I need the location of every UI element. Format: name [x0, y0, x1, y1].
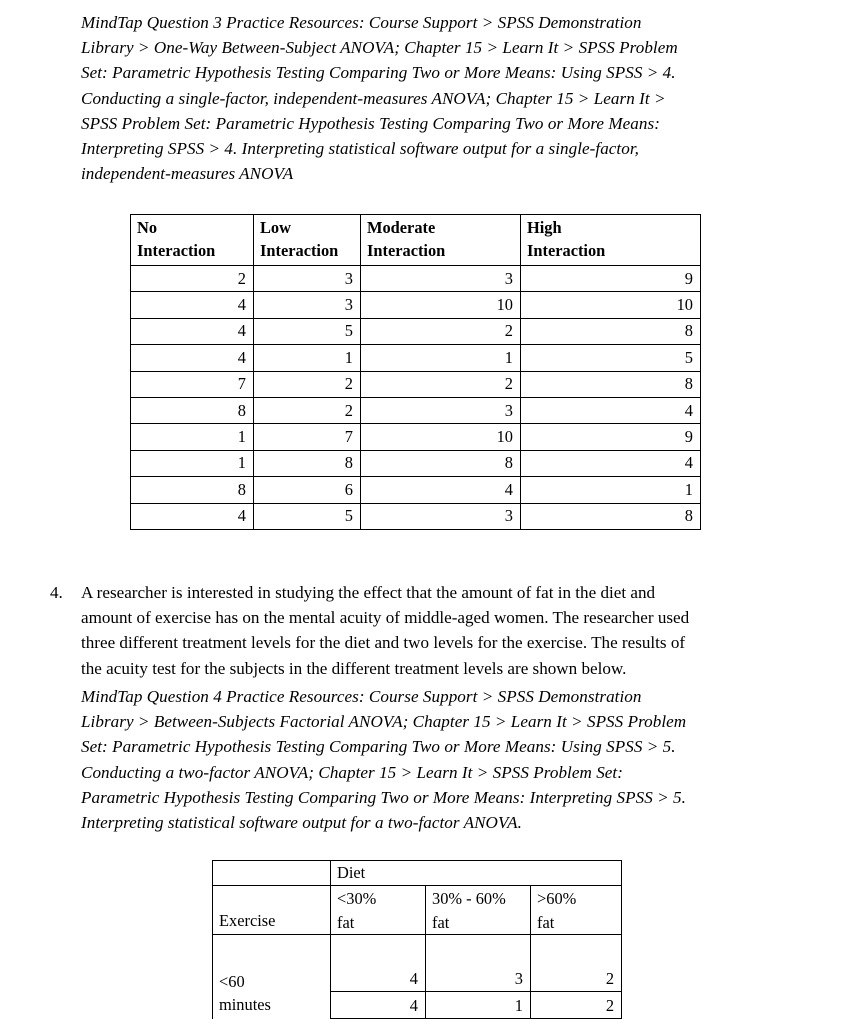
header-line-1: <30%	[337, 889, 377, 908]
table-row	[131, 371, 701, 397]
table-row	[131, 424, 701, 450]
cell: 8	[131, 397, 254, 423]
cell: 4	[131, 345, 254, 371]
cell: 8	[254, 450, 361, 476]
mindtap-q4-line-4: Conducting a two-factor ANOVA; Chapter 15 > Learn It > SPSS Problem Set:	[81, 762, 623, 782]
cell: 10	[361, 292, 521, 318]
diet-group-header: Diet	[331, 861, 622, 886]
header-line-1: >60%	[537, 889, 577, 908]
cell: 3	[426, 935, 531, 992]
cell: 3	[254, 266, 361, 292]
row-header-line-2: minutes	[219, 995, 271, 1014]
cell: 2	[361, 318, 521, 344]
header-line-2: fat	[337, 912, 355, 932]
mindtap-q3-line-5: SPSS Problem Set: Parametric Hypothesis Testing Comparing Two or More Means:	[81, 113, 660, 133]
table-row	[131, 397, 701, 423]
row-header-line-1: <60	[219, 971, 245, 991]
header-line-2: Interaction	[260, 240, 339, 260]
list-marker: 4.	[50, 583, 63, 602]
cell: 2	[254, 371, 361, 397]
column-header-low-interaction	[254, 215, 361, 266]
cell: 5	[254, 503, 361, 529]
table-row	[131, 450, 701, 476]
cell: 6	[254, 477, 361, 503]
cell: 2	[254, 397, 361, 423]
mindtap-q4-line-3: Set: Parametric Hypothesis Testing Comparing Two or More Means: Using SPSS > 5.	[81, 737, 676, 757]
column-header-gt60-fat	[531, 886, 622, 935]
mindtap-q3-line-2: Library > One-Way Between-Subject ANOVA; Chapter 15 > Learn It > SPSS Problem	[81, 38, 678, 58]
cell: 1	[361, 345, 521, 371]
diet-table-header-row	[213, 886, 622, 935]
mindtap-q3-resources	[81, 10, 803, 186]
cell: 1	[254, 345, 361, 371]
header-line-1: Moderate	[367, 218, 436, 237]
cell: 9	[521, 424, 701, 450]
table-row	[131, 503, 701, 529]
header-line-1: 30% - 60%	[432, 889, 506, 908]
mindtap-q4-line-1: MindTap Question 4 Practice Resources: Course Support > SPSS Demonstration	[81, 687, 642, 706]
mindtap-q4-line-5: Parametric Hypothesis Testing Comparing Two or More Means: Interpreting SPSS > 5.	[81, 787, 686, 807]
exercise-row-label: Exercise	[213, 886, 331, 935]
cell: 4	[131, 318, 254, 344]
mindtap-q4-line-2: Library > Between-Subjects Factorial ANOVA; Chapter 15 > Learn It > SPSS Problem	[81, 712, 687, 732]
column-header-30-60-fat	[426, 886, 531, 935]
cell: 1	[426, 992, 531, 1019]
cell: 5	[254, 318, 361, 344]
cell: 7	[131, 371, 254, 397]
question-4-line-3: three different treatment levels for the diet and two levels for the exercise. The results of	[81, 633, 686, 653]
question-4-line-1: A researcher is interested in studying the effect that the amount of fat in the diet and	[81, 583, 656, 602]
cell: 8	[521, 371, 701, 397]
table-row	[131, 477, 701, 503]
diet-exercise-table	[212, 860, 622, 1019]
table-header-row	[131, 215, 701, 266]
row-header-lt60-minutes	[213, 935, 331, 1019]
mindtap-q3-line-7: independent-measures ANOVA	[81, 164, 294, 184]
diet-table-top-row	[213, 861, 622, 886]
cell: 2	[531, 992, 622, 1019]
cell: 1	[131, 424, 254, 450]
column-header-no-interaction	[131, 215, 254, 266]
table-row	[213, 935, 622, 992]
mindtap-q3-line-4: Conducting a single-factor, independent-measures ANOVA; Chapter 15 > Learn It >	[81, 88, 666, 108]
column-header-high-interaction	[521, 215, 701, 266]
cell: 1	[131, 450, 254, 476]
cell: 8	[521, 503, 701, 529]
cell: 4	[131, 503, 254, 529]
header-line-1: Low	[260, 218, 291, 237]
cell: 10	[361, 424, 521, 450]
cell: 8	[521, 318, 701, 344]
header-line-2: Interaction	[137, 240, 216, 260]
mindtap-q4-resources	[81, 684, 803, 835]
cell: 3	[361, 397, 521, 423]
cell: 3	[361, 266, 521, 292]
cell: 4	[331, 992, 426, 1019]
mindtap-q3-line-1: MindTap Question 3 Practice Resources: Course Support > SPSS Demonstration	[81, 13, 642, 32]
question-4-line-2: amount of exercise has on the mental acuity of middle-aged women. The researcher used	[81, 608, 690, 628]
mindtap-q4-line-6: Interpreting statistical software output for a two-factor ANOVA.	[81, 813, 522, 833]
table-row	[131, 345, 701, 371]
cell: 5	[521, 345, 701, 371]
cell: 8	[361, 450, 521, 476]
cell: 8	[131, 477, 254, 503]
cell: 4	[521, 397, 701, 423]
cell: 2	[131, 266, 254, 292]
cell: 3	[361, 503, 521, 529]
header-line-2: fat	[537, 912, 555, 932]
cell: 1	[521, 477, 701, 503]
corner-blank-cell	[213, 861, 331, 886]
header-line-1: No	[137, 218, 158, 237]
cell: 4	[361, 477, 521, 503]
mindtap-q3-line-3: Set: Parametric Hypothesis Testing Comparing Two or More Means: Using SPSS > 4.	[81, 63, 676, 83]
interaction-data-table	[130, 214, 701, 530]
header-line-2: Interaction	[527, 240, 606, 260]
cell: 4	[521, 450, 701, 476]
cell: 4	[331, 935, 426, 992]
cell: 9	[521, 266, 701, 292]
column-header-moderate-interaction	[361, 215, 521, 266]
column-header-lt30-fat	[331, 886, 426, 935]
header-line-1: High	[527, 218, 562, 237]
cell: 4	[131, 292, 254, 318]
header-line-2: Interaction	[367, 240, 446, 260]
cell: 2	[361, 371, 521, 397]
cell: 3	[254, 292, 361, 318]
table-row	[131, 266, 701, 292]
header-line-2: fat	[432, 912, 450, 932]
cell: 10	[521, 292, 701, 318]
cell: 7	[254, 424, 361, 450]
cell: 2	[531, 935, 622, 992]
question-4-text	[81, 580, 805, 681]
table-row	[131, 292, 701, 318]
question-4-line-4: the acuity test for the subjects in the different treatment levels are shown below.	[81, 658, 627, 678]
question-4-item	[50, 580, 805, 681]
table-row	[131, 318, 701, 344]
mindtap-q3-line-6: Interpreting SPSS > 4. Interpreting statistical software output for a single-factor,	[81, 139, 639, 159]
